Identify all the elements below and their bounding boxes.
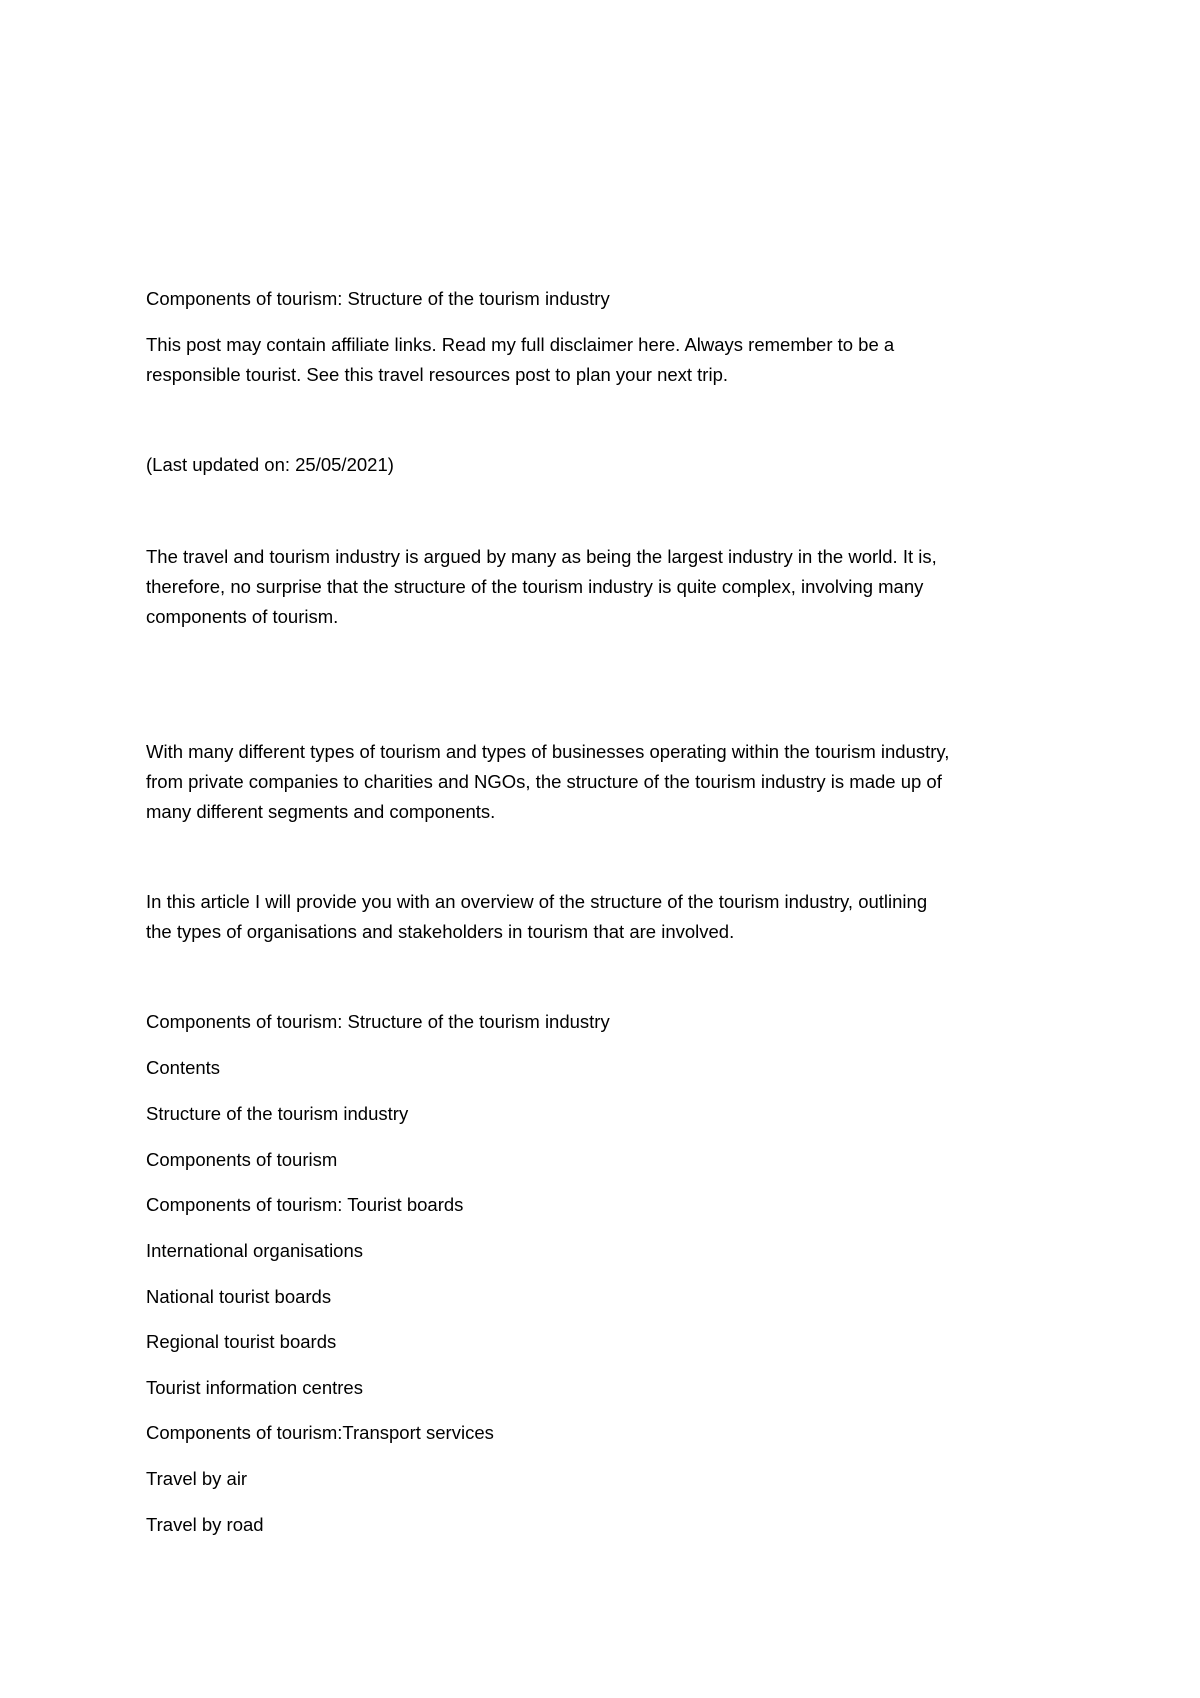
types-line-1: With many different types of tourism and types of businesses operating within the tourism industry, — [146, 741, 950, 762]
toc-item: Components of tourism — [146, 1149, 338, 1170]
toc-item: Tourist information centres — [146, 1377, 363, 1398]
toc-item: Structure of the tourism industry — [146, 1103, 409, 1124]
toc-heading: Components of tourism: Structure of the tourism industry — [146, 1011, 610, 1032]
types-line-3: many different segments and components. — [146, 801, 496, 822]
disclaimer-line-2: responsible tourist. See this travel resources post to plan your next trip. — [146, 364, 729, 385]
intro-line-2: therefore, no surprise that the structure of the tourism industry is quite complex, involving many — [146, 576, 924, 597]
toc-item: Components of tourism: Tourist boards — [146, 1194, 464, 1215]
toc-item: International organisations — [146, 1240, 364, 1261]
intro-line-1: The travel and tourism industry is argued by many as being the largest industry in the world. It is, — [146, 546, 937, 567]
toc-item: Regional tourist boards — [146, 1331, 337, 1352]
article-line-2: the types of organisations and stakeholders in tourism that are involved. — [146, 921, 735, 942]
disclaimer-line-1: This post may contain affiliate links. Read my full disclaimer here. Always remember to be a — [146, 334, 895, 355]
types-line-2: from private companies to charities and NGOs, the structure of the tourism industry is made up of — [146, 771, 942, 792]
contents-label: Contents — [146, 1057, 221, 1078]
toc-item: Components of tourism:Transport services — [146, 1422, 494, 1443]
toc-item: National tourist boards — [146, 1286, 332, 1307]
document-title: Components of tourism: Structure of the tourism industry — [146, 288, 610, 309]
toc-item: Travel by road — [146, 1514, 264, 1535]
intro-line-3: components of tourism. — [146, 606, 339, 627]
toc-item: Travel by air — [146, 1468, 248, 1489]
article-line-1: In this article I will provide you with an overview of the structure of the tourism industry, outlining — [146, 891, 928, 912]
last-updated: (Last updated on: 25/05/2021) — [146, 454, 394, 475]
